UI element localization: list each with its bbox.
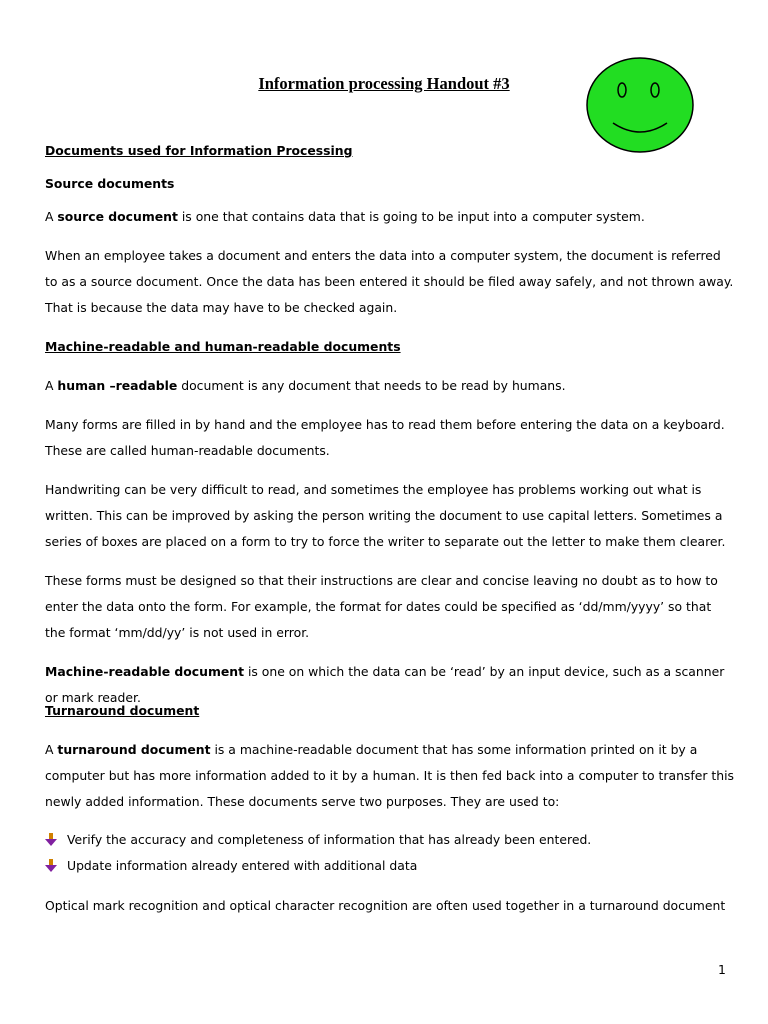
- paragraph-human-readable-definition: A human –readable document is any document that needs to be read by humans.: [45, 378, 566, 393]
- paragraph-turnaround-definition: A turnaround document is a machine-readable document that has some information printed on it by a computer but has more information added to it by a human. It is then fed back into a computer to transfer this newly added information. These documents serve two purposes. They are used to:: [45, 742, 735, 809]
- paragraph-source-definition: A source document is one that contains data that is going to be input into a computer system.: [45, 209, 645, 224]
- paragraph-handwriting: Handwriting can be very difficult to read, and sometimes the employee has problems working out what is written. This can be improved by asking the person writing the document to use capital letters. Sometimes a series of boxes are placed on a form to try to force the writer to separate out the letter to make them clearer.: [45, 482, 726, 549]
- page-title: Information processing Handout #3: [258, 74, 510, 93]
- list-item: Verify the accuracy and completeness of information that has already been entered.: [45, 827, 735, 853]
- paragraph-forms: Many forms are filled in by hand and the employee has to read them before entering the data on a keyboard. These are called human-readable documents.: [45, 417, 725, 458]
- section-heading-turnaround: Turnaround document: [45, 703, 200, 718]
- arrow-bullet-icon: [45, 859, 57, 873]
- paragraph-form-design: These forms must be designed so that their instructions are clear and concise leaving no doubt as to how to enter the data onto the form. For example, the format for dates could be specified as ‘dd/mm/yyyy’ so that the format ‘mm/dd/yy’ is not used in error.: [45, 573, 718, 640]
- paragraph-source-documents: When an employee takes a document and enters the data into a computer system, the document is referred to as a source document. Once the data has been entered it should be filed away safely, and not thrown away. That is because the data may have to be checked again.: [45, 248, 734, 315]
- heading-source-documents: Source documents: [45, 176, 175, 191]
- section-heading-machine-human: Machine-readable and human-readable documents: [45, 339, 401, 354]
- section-heading-documents: Documents used for Information Processing: [45, 143, 353, 158]
- arrow-bullet-icon: [45, 833, 57, 847]
- bullet-list: [45, 827, 735, 879]
- page-number: 1: [718, 962, 726, 977]
- paragraph-closing: Optical mark recognition and optical character recognition are often used together in a turnaround document: [45, 898, 726, 913]
- list-item: Update information already entered with additional data: [45, 853, 735, 879]
- paragraph-machine-readable-definition: Machine-readable document is one on which the data can be ‘read’ by an input device, such as a scanner or mark reader.: [45, 664, 725, 705]
